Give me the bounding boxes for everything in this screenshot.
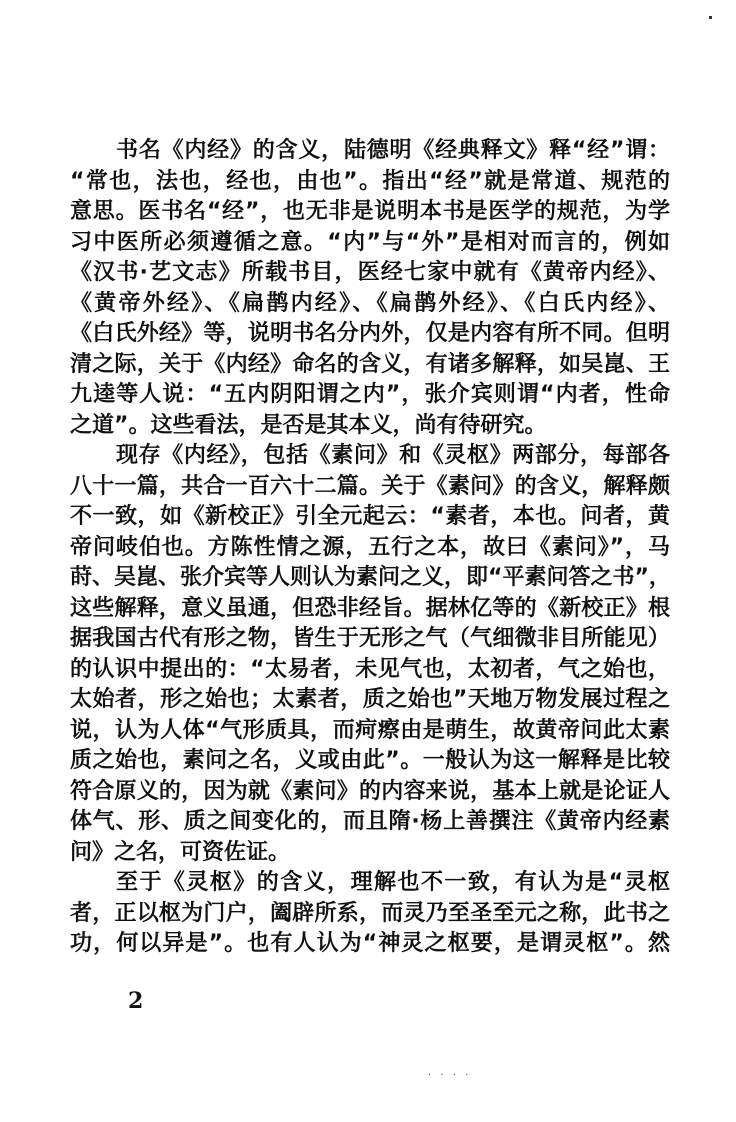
text-line: 《黄帝外经》、《扁鹊内经》、《扁鹊外经》、《白氏内经》、 [70, 290, 670, 316]
text-line: 太始者，形之始也；太素者，质之始也”天地万物发展过程之 [70, 687, 670, 712]
text-line: 现存《内经》，包括《素问》和《灵枢》两部分，每部各 [116, 443, 670, 468]
text-line: 体气、形、质之间变化的，而且隋·杨上善撰注《黄帝内经素 [70, 809, 670, 834]
text-line: 者，正以枢为门户，阖辟所系，而灵乃至圣至元之称，此书之 [70, 900, 670, 926]
text-line: 说，认为人体“气形质具，而疴瘵由是萌生，故黄帝问此太素 [70, 717, 670, 743]
text-line: 书名《内经》的含义，陆德明《经典释文》释“经”谓： [116, 138, 670, 163]
scan-mark [709, 16, 712, 19]
text-line: 不一致，如《新校正》引全元起云：“素者，本也。问者，黄 [70, 504, 670, 529]
text-line: 符合原义的，因为就《素问》的内容来说，基本上就是论证人 [70, 778, 670, 804]
text-line: “常也，法也，经也，由也”。指出“经”就是常道、规范的 [70, 168, 670, 194]
text-line: 帝问岐伯也。方陈性情之源，五行之本，故曰《素问》”，马 [70, 534, 670, 560]
text-line: 莳、吴崑、张介宾等人则认为素问之义，即“平素问答之书”， [70, 565, 671, 590]
text-line: 这些解释，意义虽通，但恐非经旨。据林亿等的《新校正》根 [70, 595, 670, 621]
text-line: 意思。医书名“经”，也无非是说明本书是医学的规范，为学 [70, 199, 670, 224]
text-line: 《汉书·艺文志》所载书目，医经七家中就有《黄帝内经》、 [70, 260, 670, 285]
scan-noise: · · · · [428, 1070, 472, 1081]
text-line: 至于《灵枢》的含义，理解也不一致，有认为是“灵枢 [116, 870, 670, 895]
text-line: 清之际，关于《内经》命名的含义，有诸多解释，如吴崑、王 [70, 351, 670, 377]
body-text [70, 136, 670, 960]
paragraph-2 [70, 441, 670, 868]
text-line: 功，何以异是”。也有人认为“神灵之枢要，是谓灵枢”。然 [70, 931, 670, 956]
paragraph-1 [70, 136, 670, 441]
page-number: 2 [128, 988, 144, 1014]
paragraph-3 [70, 868, 670, 960]
text-line: 八十一篇，共合一百六十二篇。关于《素问》的含义，解释颇 [70, 473, 670, 499]
text-line: 之道”。这些看法，是否是其本义，尚有待研究。 [70, 412, 547, 438]
text-line: 九逵等人说：“五内阴阳谓之内”，张介宾则谓“内者，性命 [70, 382, 670, 407]
text-line: 《白氏外经》等，说明书名分内外，仅是内容有所不同。但明 [70, 321, 670, 346]
text-line: 习中医所必须遵循之意。“内”与“外”是相对而言的，例如 [70, 229, 670, 255]
text-line: 问》之名，可资佐证。 [70, 839, 291, 865]
text-line: 质之始也，素问之名，义或由此”。一般认为这一解释是比较 [70, 748, 670, 773]
text-line: 据我国古代有形之物，皆生于无形之气（气细微非目所能见） [70, 626, 670, 651]
text-line: 的认识中提出的：“太易者，未见气也，太初者，气之始也， [70, 656, 670, 682]
